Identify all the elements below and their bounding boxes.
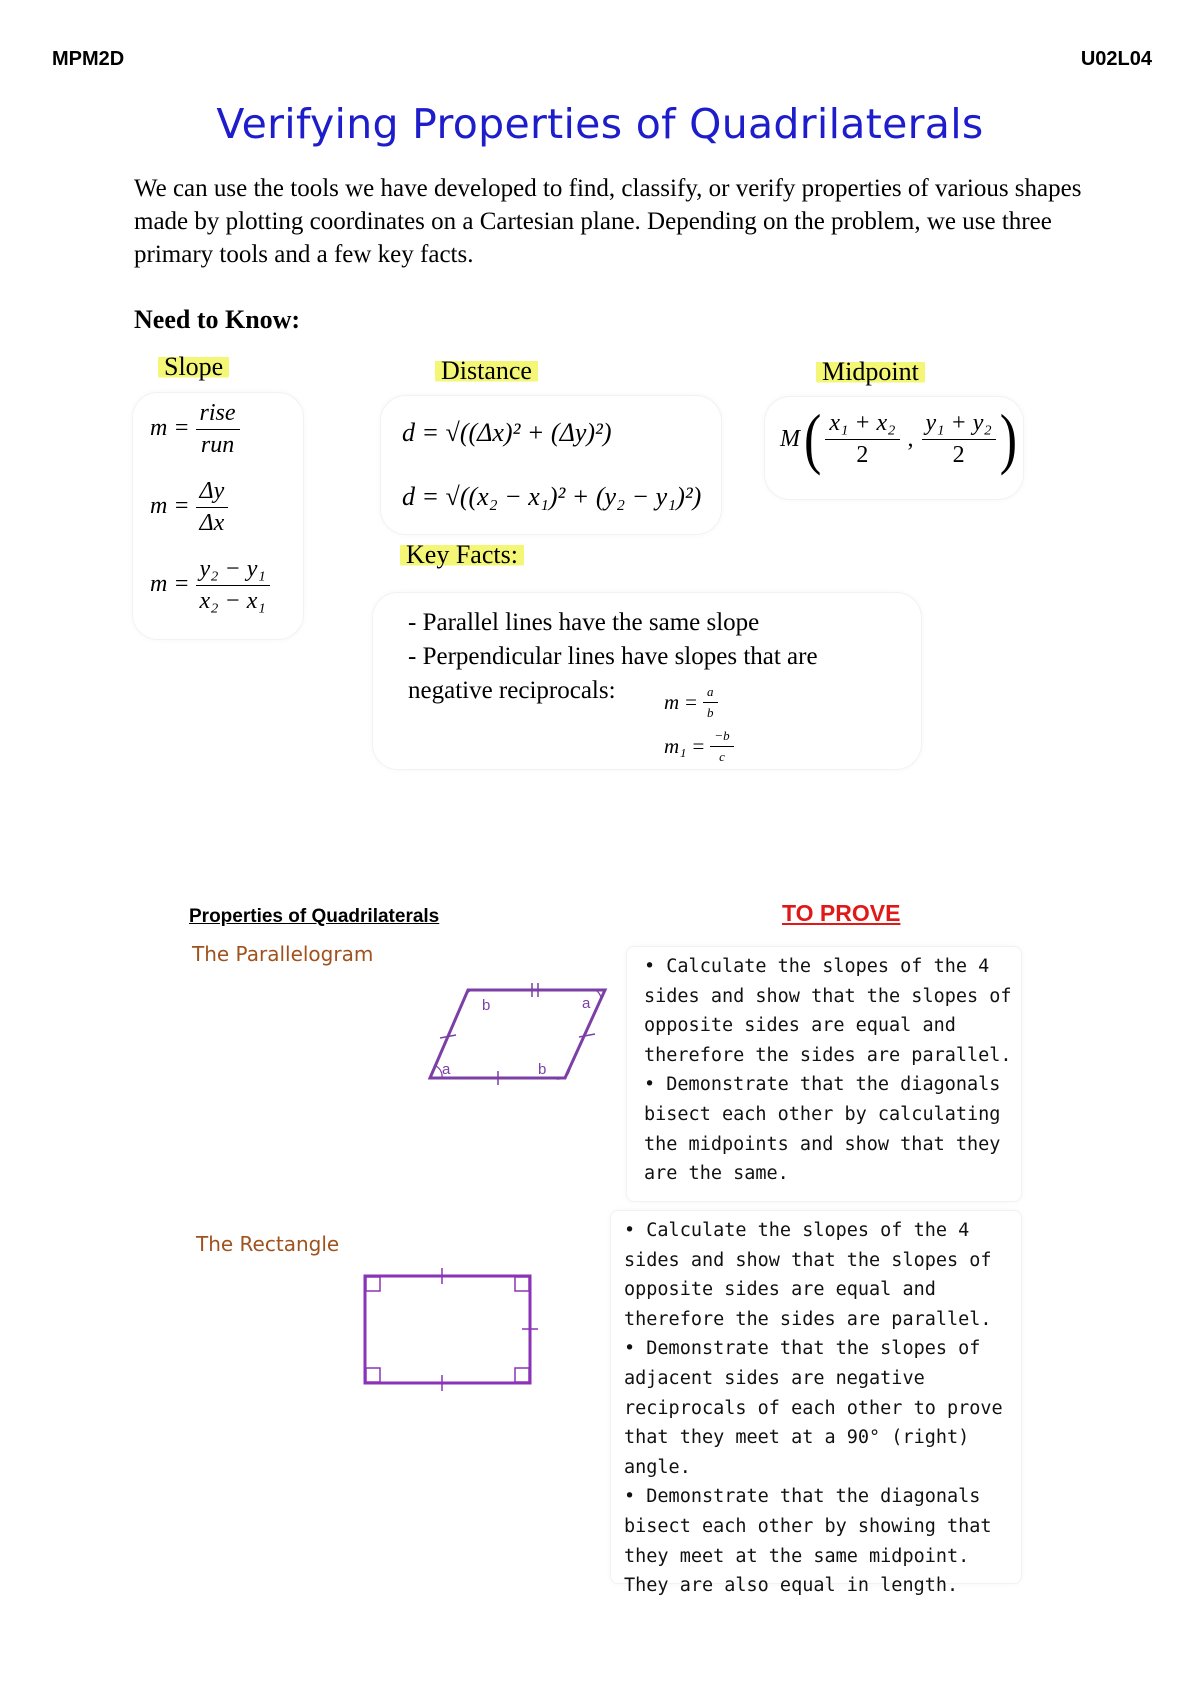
slope-formula-2 bbox=[150, 478, 228, 537]
slope-label bbox=[158, 352, 229, 382]
rectangle-proof-slopes: • Calculate the slopes of the 4 sides and show that the slopes of opposite sides are equal and therefore the sides are parallel. bbox=[624, 1220, 992, 1330]
midpoint-xden: 2 bbox=[856, 442, 869, 468]
distance-label-text: Distance bbox=[435, 356, 538, 385]
midpoint-yden: 2 bbox=[952, 442, 965, 468]
properties-title: Properties of Quadrilaterals bbox=[189, 906, 440, 927]
parallelogram-angle-arcs bbox=[436, 989, 601, 1079]
page-title: Verifying Properties of Quadrilaterals bbox=[216, 100, 984, 148]
rectangle-right-angle-marks bbox=[366, 1277, 529, 1382]
angle-b-bottom: b bbox=[538, 1061, 547, 1078]
key-fact-reciprocals: negative reciprocals: bbox=[408, 677, 616, 704]
reciprocal-m-lhs: m bbox=[664, 690, 680, 714]
reciprocal-m1-num: −b bbox=[710, 728, 733, 747]
intro-paragraph: We can use the tools we have developed to find, classify, or verify properties of various shapes made by plotting coordinates on a Cartesian plane. Depending on the problem, we use three primary tools and a few key facts. bbox=[134, 175, 1082, 268]
rectangle-proof-right-angle: • Demonstrate that the slopes of adjacent sides are negative reciprocals of each other to prove that they meet at a 90° (right) angle. bbox=[624, 1338, 1003, 1478]
distance-formula-1: d = √((Δx)² + (Δy)²) bbox=[402, 418, 612, 447]
parallelogram-shape bbox=[430, 990, 605, 1078]
parallelogram-proof-slopes: • Calculate the slopes of the 4 sides and show that the slopes of opposite sides are equal and therefore the sides are parallel. bbox=[644, 956, 1012, 1066]
midpoint-left-paren: ( bbox=[804, 402, 822, 477]
slope-f3-num: y₂ − y₁ bbox=[196, 556, 270, 586]
midpoint-xnum: x₁ + x₂ bbox=[825, 410, 899, 440]
slope-f1-den: run bbox=[200, 432, 235, 458]
need-to-know-heading: Need to Know: bbox=[134, 305, 301, 334]
parallelogram-proof-diagonals: • Demonstrate that the diagonals bisect each other by calculating the midpoints and show that they are the same. bbox=[644, 1074, 1001, 1185]
angle-b-top: b bbox=[482, 997, 491, 1014]
angle-a-bottom: a bbox=[442, 1061, 451, 1078]
rectangle-label: The Rectangle bbox=[196, 1232, 340, 1256]
lesson-code: U02L04 bbox=[1080, 48, 1152, 70]
angle-a-top: a bbox=[582, 995, 591, 1012]
reciprocal-m1-den: c bbox=[719, 749, 725, 764]
reciprocal-m1-equals: = bbox=[692, 734, 705, 758]
midpoint-comma: , bbox=[907, 426, 914, 452]
midpoint-label-text: Midpoint bbox=[816, 357, 925, 386]
to-prove-heading: TO PROVE bbox=[782, 900, 901, 926]
rectangle-diagram bbox=[360, 1262, 540, 1396]
reciprocal-m bbox=[664, 684, 718, 721]
key-facts-text bbox=[408, 606, 818, 708]
reciprocal-m1 bbox=[664, 728, 734, 765]
parallelogram-diagram bbox=[420, 980, 620, 1090]
midpoint-lhs: M bbox=[780, 426, 800, 452]
parallelogram-label: The Parallelogram bbox=[192, 942, 374, 966]
distance-formula-2: d = √((x₂ − x₁)² + (y₂ − y₁)²) bbox=[402, 482, 702, 511]
midpoint-right-paren: ) bbox=[999, 402, 1018, 477]
midpoint-label bbox=[816, 357, 925, 387]
slope-f2-den: Δx bbox=[199, 510, 225, 536]
reciprocal-m-num: a bbox=[703, 684, 718, 703]
slope-f3-lhs: m = bbox=[150, 571, 190, 598]
course-code: MPM2D bbox=[52, 48, 125, 70]
rectangle-tick-marks bbox=[442, 1268, 538, 1391]
slope-f1-num: rise bbox=[196, 400, 240, 430]
slope-formula-3 bbox=[150, 556, 270, 615]
reciprocal-m-equals: = bbox=[685, 690, 698, 714]
key-facts-label bbox=[400, 540, 524, 570]
rectangle-proof bbox=[624, 1216, 1014, 1601]
slope-label-text: Slope bbox=[158, 352, 229, 381]
slope-f2-lhs: m = bbox=[150, 493, 190, 520]
key-fact-perpendicular: - Perpendicular lines have slopes that are bbox=[408, 643, 818, 670]
reciprocal-m1-lhs: m₁ bbox=[664, 734, 687, 758]
midpoint-ynum: y₁ + y₂ bbox=[922, 410, 996, 440]
key-fact-parallel: - Parallel lines have the same slope bbox=[408, 609, 760, 636]
slope-f3-den: x₂ − x₁ bbox=[199, 588, 266, 614]
distance-label bbox=[435, 356, 538, 386]
rectangle-proof-diagonals: • Demonstrate that the diagonals bisect each other by showing that they meet at the same midpoint. They are also equal in length. bbox=[624, 1486, 992, 1597]
rectangle-shape bbox=[365, 1276, 530, 1383]
parallelogram-proof bbox=[644, 952, 1014, 1189]
slope-f2-num: Δy bbox=[196, 478, 229, 508]
slope-f1-lhs: m = bbox=[150, 415, 190, 442]
reciprocal-m-den: b bbox=[707, 705, 714, 720]
slope-formula-1 bbox=[150, 400, 240, 459]
distance-card bbox=[380, 395, 722, 535]
key-facts-label-text: Key Facts: bbox=[400, 540, 524, 569]
midpoint-formula bbox=[780, 402, 1018, 477]
